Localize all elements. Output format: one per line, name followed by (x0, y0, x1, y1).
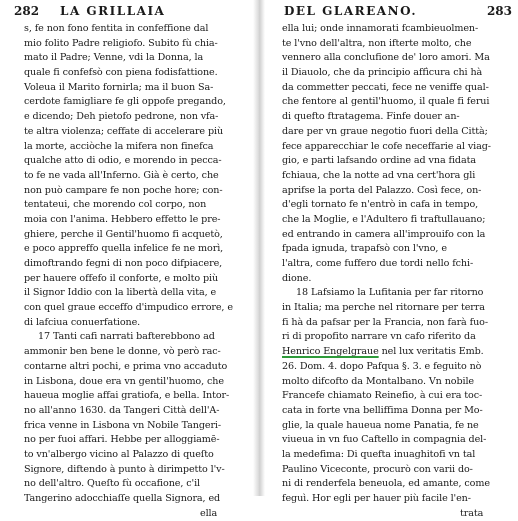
text-line: fi hà da pafsar per la Francia, non farà fuo- (282, 316, 488, 328)
paragraph-start-line: 18 Lafsiamo la Lufitania per far ritorno (296, 287, 484, 299)
text-line: il Signor Iddio con la libertà della vita, e (24, 287, 217, 299)
text-line: in Italia; ma perche nel ritornare per terra (282, 302, 485, 314)
text-line: Signore, diftendo à punto à dirimpetto l'v- (24, 463, 225, 475)
text-line: 26. Dom. 4. dopo Pafqua §. 3. e feguito nò (282, 360, 482, 372)
left-page-header (4, 4, 250, 20)
text-line: mio folito Padre religiofo. Subito fù chia- (24, 37, 218, 49)
text-line: Paulino Viceconte, procurò con varii do- (282, 463, 473, 475)
text-line: qualche atto di odio, e morendo in pecca- (24, 155, 222, 167)
right-page-text (268, 22, 514, 521)
right-page-number: 283 (486, 4, 512, 18)
text-line: l'altra, come fuffero due tordi nello fchi- (282, 258, 474, 269)
text-line: la morte, acciòche la mifera non finefca (24, 140, 214, 152)
text-line: di lafciua conuerfatione. (24, 316, 141, 328)
text-line: e poco appreffo quella infelice fe ne morì, (24, 243, 224, 255)
catchword-line (268, 507, 514, 521)
text-line: e dicendo; Deh pietofo pedrone, non vfa- (24, 111, 219, 123)
text-line: moia con l'anima. Hebbero effetto le pre- (24, 213, 221, 225)
text-line: Voleua il Marito fornirla; ma il buon Sa- (24, 81, 214, 93)
highlighted-line (268, 345, 514, 360)
text-line: Francefe chiamato Reinefio, à cui era toc- (282, 390, 483, 402)
text-line: fchiaua, che la notte ad vna cert'hora gli (282, 169, 476, 181)
catchword: trata (460, 507, 484, 519)
text-line: che la Moglie, e l'Adultero fi traftullauano; (282, 213, 486, 225)
right-running-head: DEL GLAREANO. (284, 4, 417, 18)
text-line: da commetter peccati, fece ne veniffe qual- (282, 81, 489, 93)
text-line: molto difcofto da Montalbano. Vn nobile (282, 375, 475, 387)
text-line: ri di propofito narrare vn cafo riferito da (282, 331, 476, 343)
text-line: fece apparecchiar le cofe neceffarie al viag- (282, 140, 491, 152)
text-line: di quefto ftratagema. Finfe douer an- (282, 111, 460, 123)
text-line: haueua moglie affai gratiofa, e bella. Intor- (24, 390, 230, 402)
text-line: la medefima: Di quefta inuaghitofi vn tal (282, 448, 476, 460)
text-line: no per fuoi affari. Hebbe per alloggiamē- (24, 434, 220, 446)
book-gutter (253, 0, 265, 496)
catchword-line (4, 507, 250, 521)
text-line: gio, e parti lafsando ordine ad vna fidata (282, 155, 476, 167)
text-line: per hauere offefo il conforte, e molto più (24, 272, 219, 284)
left-running-head: LA GRILLAIA (60, 4, 166, 18)
catchword: ella (200, 507, 218, 519)
text-line: vennero alla conclufione de' loro amori. Ma (282, 52, 490, 64)
text-line: che fentore al gentil'huomo, il quale fi ferui (282, 96, 490, 108)
left-page-number: 282 (14, 4, 40, 18)
text-line: s, fe non fono fentita in confeffione dal (24, 23, 209, 34)
text-line: glie, la quale haueua nome Panatia, fe ne (282, 419, 479, 431)
right-page (268, 4, 514, 519)
paragraph-start-line: 17 Tanti cafi narrati bafterebbono ad (38, 331, 215, 343)
text-line: dione. (282, 272, 312, 284)
text-line: te l'vno dell'altra, non ifterte molto, che (282, 37, 472, 49)
text-line: ni di renderfela beneuola, ed amante, come (282, 478, 490, 490)
text-line: non può campare fe non poche hore; con- (24, 184, 223, 196)
text-line: feguì. Hor egli per hauer più facile l'en- (282, 493, 471, 504)
text-line: ghiere, perche il Gentil'huomo fi acquetò, (24, 228, 223, 240)
text-line: d'egli tornato fe n'entrò in cafa in tempo, (282, 199, 479, 211)
text-line: te altra violenza; ceffate di accelerare più (24, 125, 224, 137)
text-line: fpada ignuda, trapafsò con l'vno, e (282, 243, 447, 255)
text-line: tentateui, che morendo col corpo, non (24, 199, 207, 211)
right-page-header (268, 4, 514, 20)
text-line: cata in forte vna belliffima Donna per Mo- (282, 404, 483, 416)
text-line: con quel graue ecceffo d'impudico errore, e (24, 302, 233, 314)
left-page (4, 4, 250, 519)
text-line: to fe ne vada all'Inferno. Già è certo, che (24, 169, 219, 181)
text-line: Tangerino adocchiaſſe quella Signora, ed (24, 493, 221, 504)
text-line: to vn'albergo vicino al Palazzo di queſto (24, 448, 214, 460)
text-line: ammonir ben bene le donne, vò però rac- (24, 346, 221, 358)
text-line: in Lisbona, doue era vn gentil'huomo, che (24, 375, 224, 387)
text-line: ella lui; onde innamorati fcambieuolmen- (282, 23, 479, 34)
text-line: dimoftrando fegni di non poco difpiacere, (24, 258, 223, 269)
text-line: frica venne in Lisbona vn Nobile Tangeri- (24, 419, 222, 431)
highlighted-author-name: Henrico Engelgraue (282, 346, 379, 358)
text-line: quale fi confefsò con piena fodisfattione. (24, 67, 218, 79)
text-line: dare per vn graue negotio fuori della Città; (282, 125, 488, 137)
text-line: contarne altri pochi, e prima vno accaduto (24, 360, 228, 372)
text-line: no dell'altro. Queſto fù occafione, c'il (24, 478, 201, 490)
left-page-text (4, 22, 250, 521)
highlighted-line-rest: nel lux veritatis Emb. (378, 346, 484, 358)
text-line: aprifse la porta del Palazzo. Così fece, on- (282, 184, 482, 196)
text-line: no all'anno 1630. da Tangeri Città dell'A- (24, 404, 220, 416)
text-line: mato il Padre; Venne, vdi la Donna, la (24, 52, 204, 64)
text-line: ed entrando in camera all'improuifo con la (282, 228, 486, 240)
text-line: viueua in vn fuo Caftello in compagnia del- (282, 434, 487, 446)
text-line: cerdote famigliare fe gli oppofe pregando, (24, 96, 226, 108)
text-line: il Diauolo, che da principio affìcura chi hà (282, 67, 483, 79)
